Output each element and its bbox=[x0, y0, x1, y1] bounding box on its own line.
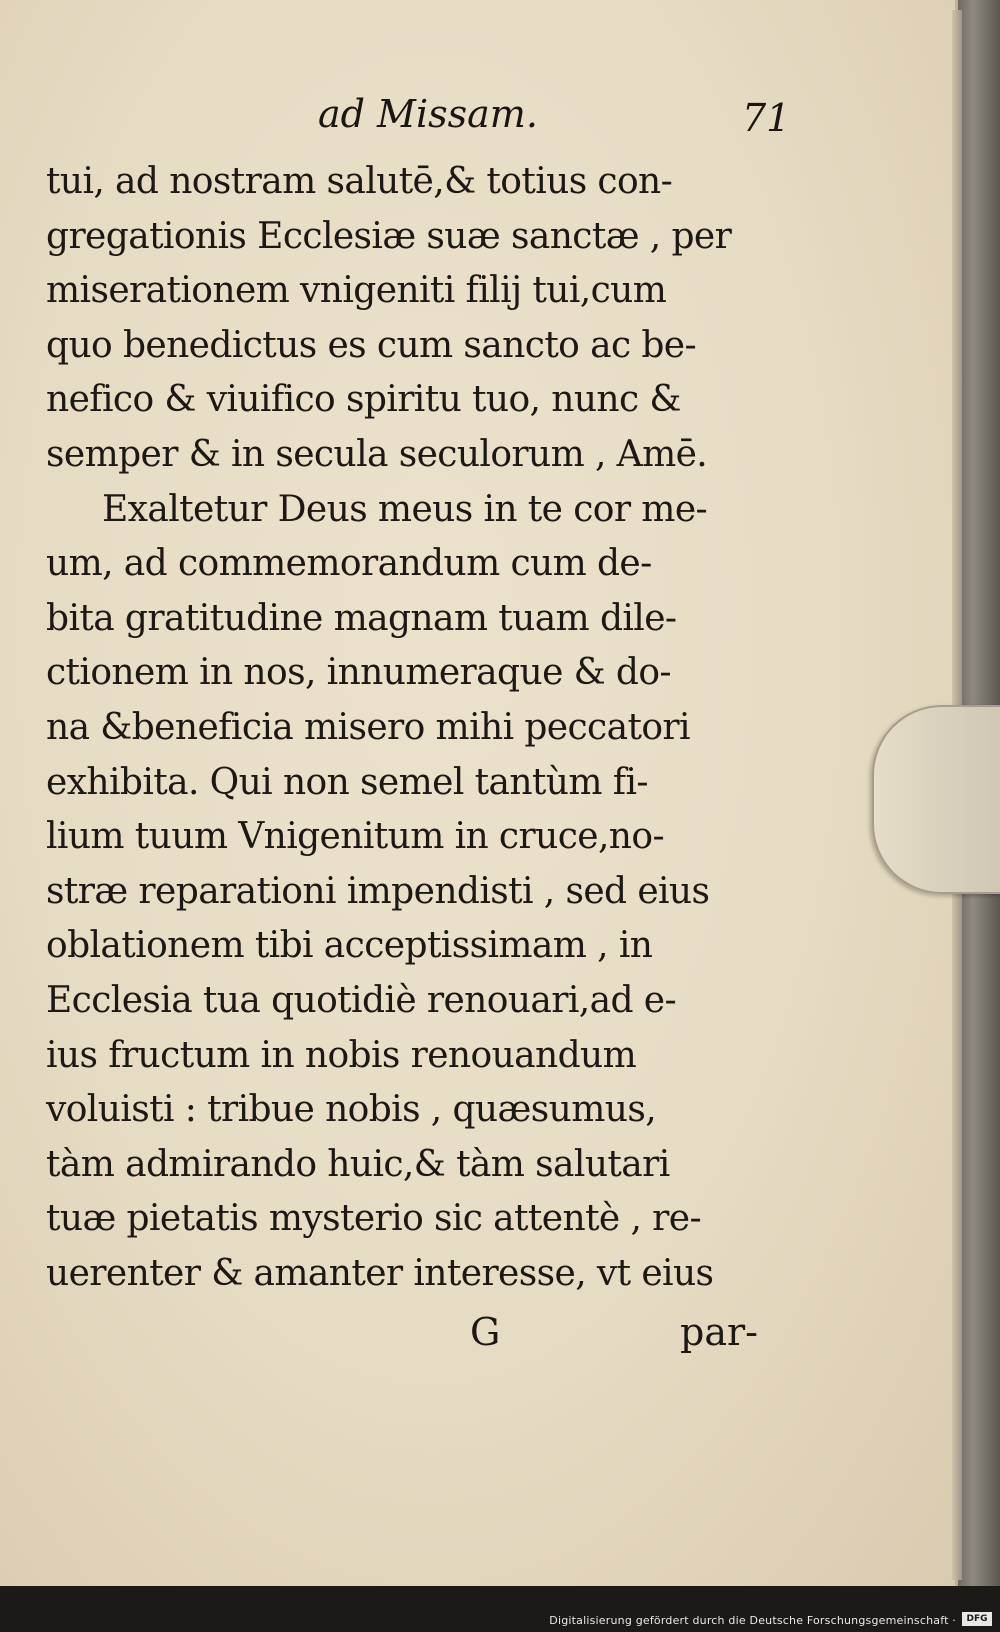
text-line: miserationem vnigeniti filij tui,cum bbox=[46, 270, 667, 312]
text-line: um, ad commemorandum cum de- bbox=[46, 543, 652, 585]
text-line: voluisti : tribue nobis , quæsumus, bbox=[46, 1089, 657, 1131]
text-line: Ecclesia tua quotidiè renouari,ad e- bbox=[46, 979, 677, 1021]
text-line: gregationis Ecclesiæ suæ sanctæ , per bbox=[46, 215, 732, 257]
page-number: 71 bbox=[742, 96, 791, 140]
text-line: bita gratitudine magnam tuam dile- bbox=[46, 597, 677, 639]
text-line: exhibita. Qui non semel tantùm fi- bbox=[46, 761, 648, 803]
book-clasp bbox=[872, 705, 1000, 894]
text-line: nefico & viuifico spiritu tuo, nunc & bbox=[46, 379, 681, 421]
text-line: oblationem tibi acceptissimam , in bbox=[46, 925, 653, 967]
text-line: ctionem in nos, innumeraque & do- bbox=[46, 652, 671, 694]
text-line: tui, ad nostram salutē,& totius con- bbox=[46, 161, 673, 202]
page-footer bbox=[0, 1310, 958, 1370]
text-line: ius fructum in nobis renouandum bbox=[46, 1034, 637, 1076]
text-line: semper & in secula seculorum , Amē. bbox=[46, 433, 708, 475]
text-line: stræ reparationi impendisti , sed eius bbox=[46, 870, 710, 912]
catchword: par- bbox=[680, 1310, 758, 1354]
signature-mark: G bbox=[470, 1310, 501, 1354]
text-line: tàm admirando huic,& tàm salutari bbox=[46, 1143, 670, 1185]
text-line: uerenter & amanter interesse, vt eius bbox=[46, 1252, 714, 1294]
page-header bbox=[0, 92, 958, 152]
body-text bbox=[46, 155, 786, 1301]
text-line: lium tuum Vnigenitum in cruce,no- bbox=[46, 816, 665, 858]
text-line: tuæ pietatis mysterio sic attentè , re- bbox=[46, 1198, 702, 1240]
dfg-logo: DFG bbox=[962, 1612, 992, 1626]
digitization-credit: Digitalisierung gefördert durch die Deutsche Forschungsgemeinschaft · bbox=[549, 1614, 956, 1627]
text-line: na &beneficia misero mihi peccatori bbox=[46, 706, 690, 748]
text-line: Exaltetur Deus meus in te cor me- bbox=[102, 488, 708, 530]
text-line: quo benedictus es cum sancto ac be- bbox=[46, 324, 697, 366]
running-head: ad Missam. bbox=[318, 92, 538, 136]
